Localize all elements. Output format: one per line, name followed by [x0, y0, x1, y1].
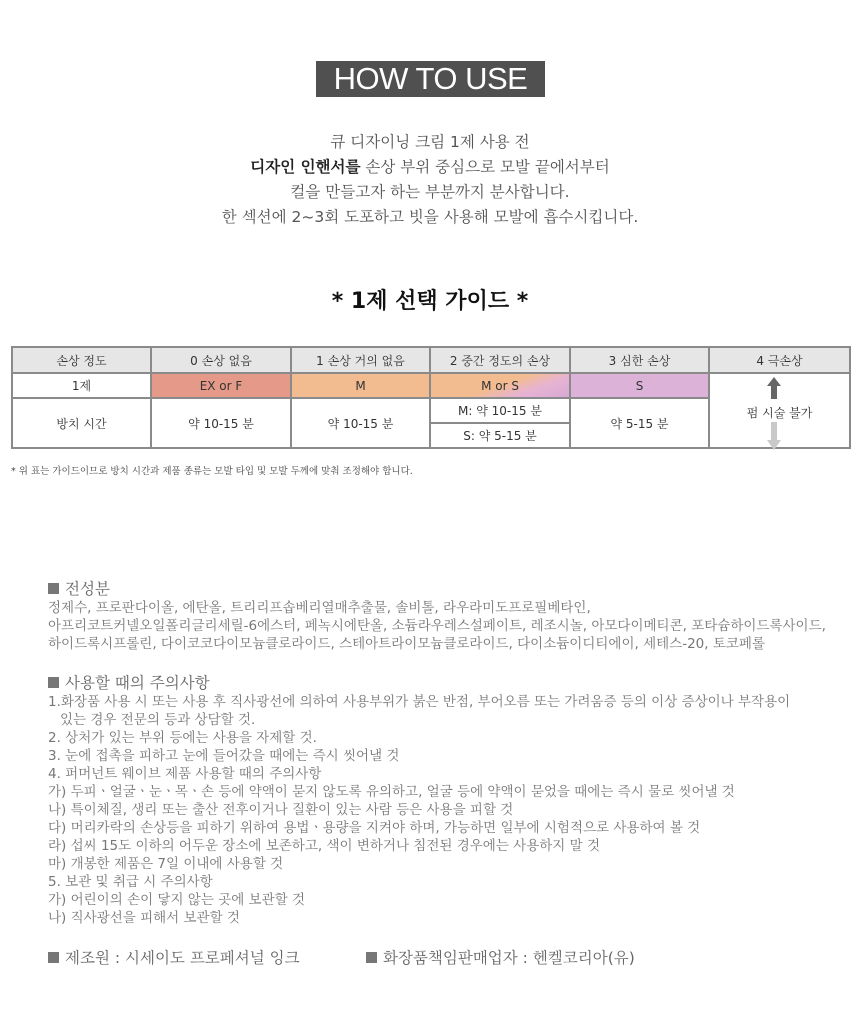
square-bullet-icon [366, 952, 377, 963]
caution-line: 가) 두피ㆍ얼굴ㆍ눈ㆍ목ㆍ손 등에 약액이 묻지 않도록 유의하고, 얼굴 등에 약액이 묻었을 때에는 즉시 물로 씻어낼 것 [48, 784, 735, 800]
ingredients-line: 아프리코트커넬오일폴리글리세릴-6에스터, 페녹시에탄올, 소듐라우레스설페이트, 레조시놀, 아모다이메티콘, 포타슘하이드록사이드, [48, 618, 826, 634]
guide-note: * 위 표는 가이드이므로 방치 시간과 제품 종류는 모발 타입 및 모발 두께에 맞춰 조정해야 합니다. [11, 466, 413, 477]
intro-product-name: 디자인 인핸서를 [250, 158, 361, 176]
cautions-section [48, 674, 790, 927]
time-cell: M: 약 10-15 분 [430, 398, 570, 423]
guide-title: * 1제 선택 가이드 * [331, 289, 529, 314]
caution-line: 있는 경우 전문의 등과 상담할 것. [60, 712, 256, 728]
arrow-up-icon [767, 377, 781, 399]
product-cell: M [291, 373, 430, 398]
product-cell: M or S [430, 373, 570, 398]
table-row [12, 373, 850, 398]
ingredients-line: 하이드록시프롤린, 다이코코다이모늄클로라이드, 스테아트라이모늄클로라이드, 다이소듐이디티에이, 세테스-20, 토코페롤 [48, 636, 766, 652]
square-bullet-icon [48, 952, 59, 963]
time-cell: 약 10-15 분 [291, 398, 430, 448]
caution-line: 나) 특이체질, 생리 또는 출산 전후이거나 질환이 있는 사람 등은 사용을 피할 것 [48, 802, 514, 818]
header-cell: 3 심한 손상 [570, 347, 709, 373]
page-title: HOW TO USE [316, 61, 545, 97]
table-header-row [12, 347, 850, 373]
selection-guide-table [11, 346, 851, 449]
ingredients-line: 정제수, 프로판다이올, 에탄올, 트리리프솝베리열매추출물, 솔비톨, 라우라미도프로필베타인, [48, 600, 591, 616]
usage-instructions [0, 130, 860, 230]
caution-line: 마) 개봉한 제품은 7일 이내에 사용할 것 [48, 856, 284, 872]
intro-line-4: 한 섹션에 2~3회 도포하고 빗을 사용해 모발에 흡수시킵니다. [221, 208, 639, 226]
row-label: 방치 시간 [12, 398, 151, 448]
seller-info [366, 946, 635, 968]
header-cell: 1 손상 거의 없음 [291, 347, 430, 373]
header-cell: 4 극손상 [709, 347, 850, 373]
caution-line: 가) 어린이의 손이 닿지 않는 곳에 보관할 것 [48, 892, 306, 908]
intro-line-3: 컬을 만들고자 하는 부분까지 분사합니다. [290, 183, 570, 201]
arrow-down-icon [767, 422, 781, 450]
cautions-heading [48, 674, 790, 692]
manufacturer-text: 제조원 : 시세이도 프로페셔널 잉크 [65, 949, 300, 967]
square-bullet-icon [48, 583, 59, 594]
cautions-heading-text: 사용할 때의 주의사항 [65, 674, 210, 692]
extreme-damage-cell [709, 373, 850, 448]
manufacturer-info [48, 946, 300, 968]
square-bullet-icon [48, 677, 59, 688]
row-label: 1제 [12, 373, 151, 398]
ingredients-heading-text: 전성분 [65, 580, 110, 598]
caution-line: 2. 상처가 있는 부위 등에는 사용을 자제할 것. [48, 730, 317, 746]
product-cell: S [570, 373, 709, 398]
extreme-damage-label: 펌 시술 불가 [746, 406, 813, 420]
time-cell: 약 5-15 분 [570, 398, 709, 448]
time-cell: 약 10-15 분 [151, 398, 291, 448]
ingredients-heading [48, 580, 826, 598]
header-cell: 손상 정도 [12, 347, 151, 373]
caution-line: 다) 머리카락의 손상등을 피하기 위하여 용법ㆍ용량을 지켜야 하며, 가능하면 일부에 시험적으로 사용하여 볼 것 [48, 820, 701, 836]
caution-line: 나) 직사광선을 피해서 보관할 것 [48, 910, 240, 926]
caution-line: 1.화장품 사용 시 또는 사용 후 직사광선에 의하여 사용부위가 붉은 반점, 부어오름 또는 가려움증 등의 이상 증상이나 부작용이 [48, 694, 791, 710]
caution-line: 5. 보관 및 취급 시 주의사항 [48, 874, 213, 890]
header-cell: 2 중간 정도의 손상 [430, 347, 570, 373]
caution-line: 4. 퍼머넌트 웨이브 제품 사용할 때의 주의사항 [48, 766, 322, 782]
seller-text: 화장품책임판매업자 : 헨켈코리아(유) [383, 949, 635, 967]
time-cell: S: 약 5-15 분 [430, 423, 570, 448]
intro-line-2-rest: 손상 부위 중심으로 모발 끝에서부터 [360, 158, 610, 176]
intro-line-1: 큐 디자이닝 크림 1제 사용 전 [330, 133, 530, 151]
ingredients-section [48, 580, 826, 653]
header-cell: 0 손상 없음 [151, 347, 291, 373]
intro-line-2 [0, 155, 860, 180]
caution-line: 3. 눈에 접촉을 피하고 눈에 들어갔을 때에는 즉시 씻어낼 것 [48, 748, 400, 764]
caution-line: 라) 섭씨 15도 이하의 어두운 장소에 보존하고, 색이 변하거나 침전된 경우에는 사용하지 말 것 [48, 838, 600, 854]
product-cell: EX or F [151, 373, 291, 398]
